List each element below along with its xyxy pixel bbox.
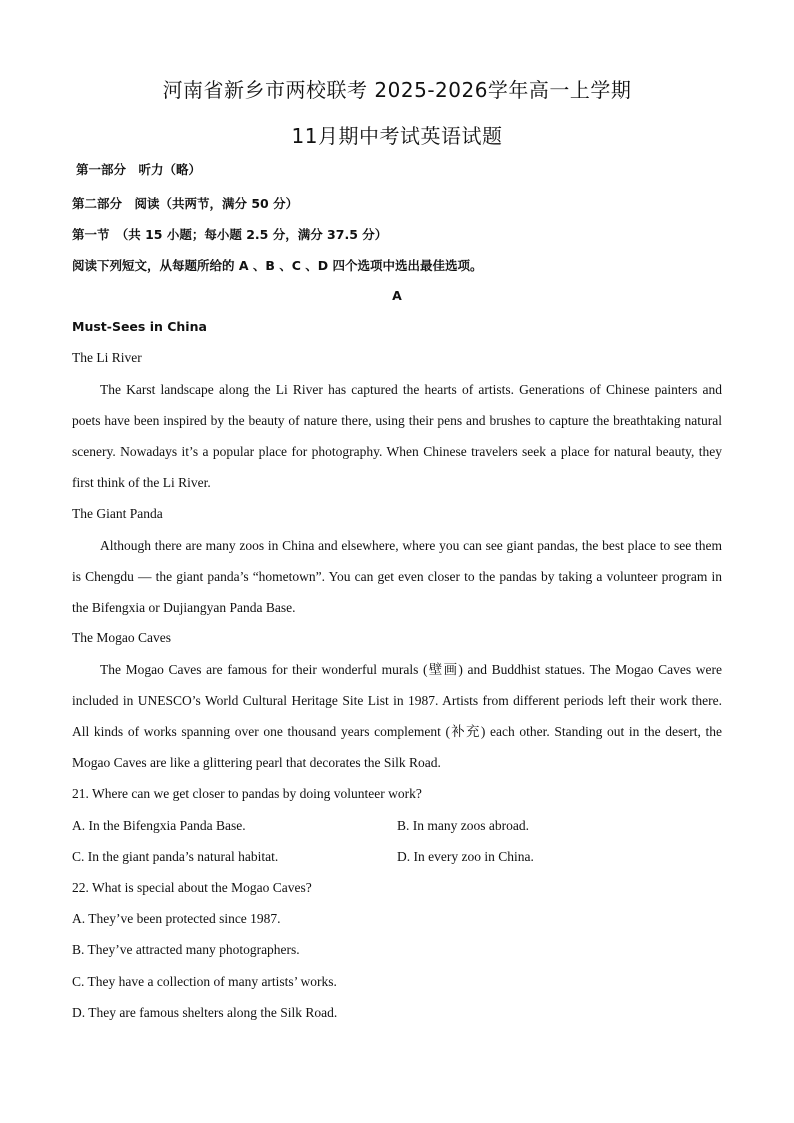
question-21-option-b: B. In many zoos abroad. — [397, 818, 529, 833]
part1-heading: 第一部分 听力（略） — [76, 162, 202, 177]
passage-title: Must-Sees in China — [72, 319, 207, 334]
giant-panda-heading: The Giant Panda — [72, 506, 163, 521]
question-22-stem: 22. What is special about the Mogao Caves? — [72, 880, 312, 895]
instruction-text: 阅读下列短文，从每题所给的 A 、B 、C 、D 四个选项中选出最佳选项。 — [72, 258, 483, 273]
question-21-stem: 21. Where can we get closer to pandas by doing volunteer work? — [72, 786, 422, 801]
question-22-option-c: C. They have a collection of many artists’ works. — [72, 974, 337, 989]
question-22-option-b: B. They’ve attracted many photographers. — [72, 942, 300, 957]
question-21-option-a: A. In the Bifengxia Panda Base. — [72, 818, 246, 833]
question-22-option-d: D. They are famous shelters along the Silk Road. — [72, 1005, 338, 1020]
section1-heading: 第一节 （共 15 小题；每小题 2.5 分，满分 37.5 分） — [72, 227, 388, 242]
question-22-option-a: A. They’ve been protected since 1987. — [72, 911, 281, 926]
page-title-line1: 河南省新乡市两校联考 2025-2026学年高一上学期 — [162, 78, 632, 102]
giant-panda-paragraph: Although there are many zoos in China and elsewhere, where you can see giant pandas, the best place to see them is Chengdu — the giant panda’s “hometown”. You can get even closer to the pandas by taking a volunteer program in the Bifengxia or Dujiangyan Panda Base. — [72, 538, 722, 615]
passage-label: A — [392, 288, 402, 303]
mogao-caves-heading: The Mogao Caves — [72, 630, 171, 645]
question-21-option-c: C. In the giant panda’s natural habitat. — [72, 849, 279, 864]
mogao-caves-paragraph: The Mogao Caves are famous for their wonderful murals (壁画) and Buddhist statues. The Mogao Caves were included in UNESCO’s World Cultural Heritage Site List in 1987. Artists from different periods left their work there. All kinds of works spanning over one thousand years complement (补充) each other. Standing out in the desert, the Mogao Caves are like a glittering pearl that decorates the Silk Road. — [72, 662, 722, 770]
question-21-option-d: D. In every zoo in China. — [397, 849, 534, 864]
li-river-paragraph: The Karst landscape along the Li River has captured the hearts of artists. Generations of Chinese painters and poets have been inspired by the beauty of nature there, using their pens and brushes to capture the breathtaking natural scenery. Nowadays it’s a popular place for photography. When Chinese travelers seek a place for natural beauty, they first think of the Li River. — [72, 382, 722, 490]
page-title-line2: 11月期中考试英语试题 — [291, 124, 503, 148]
li-river-heading: The Li River — [72, 350, 142, 365]
part2-heading: 第二部分 阅读（共两节，满分 50 分） — [72, 196, 299, 211]
